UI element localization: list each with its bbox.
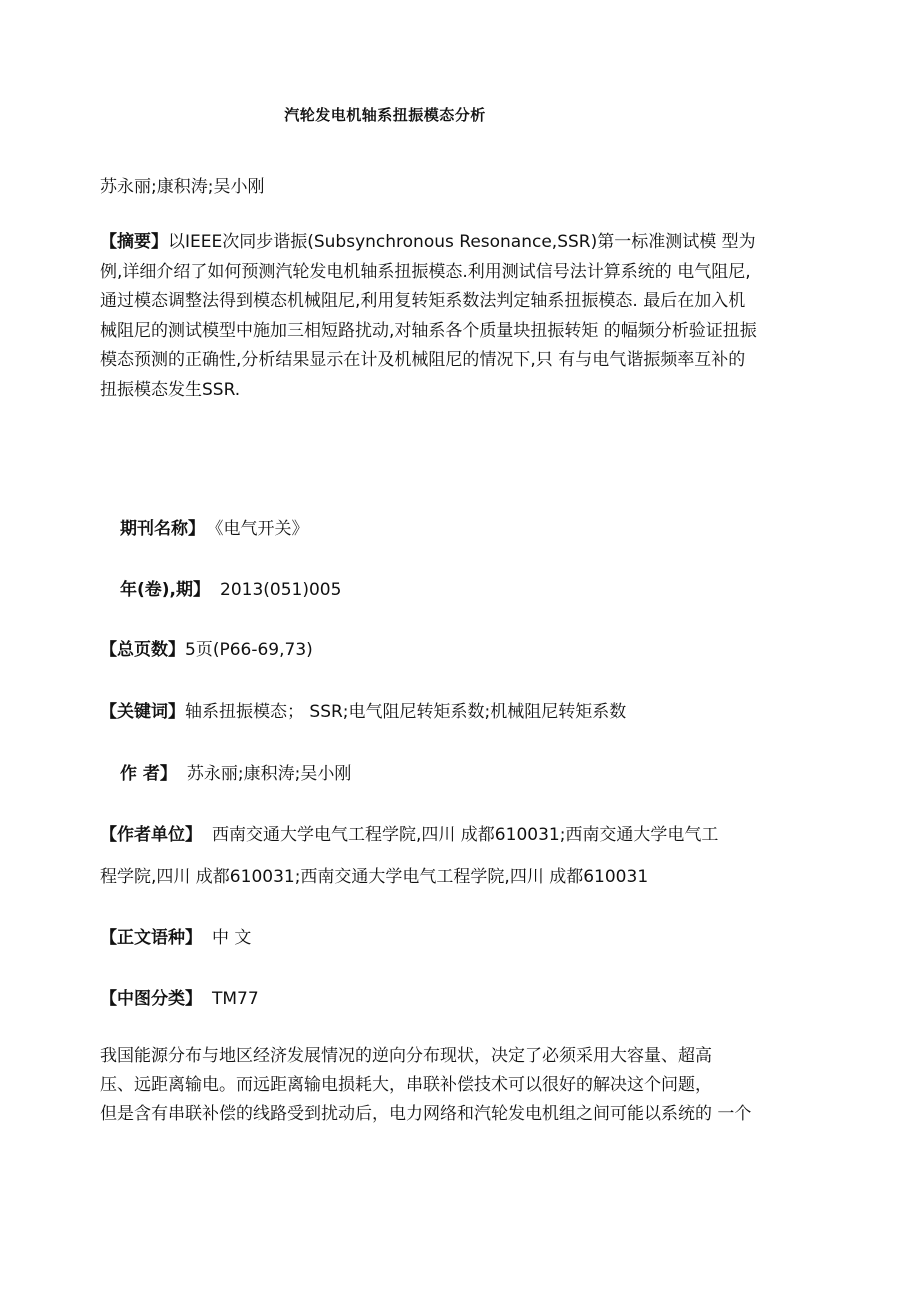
abstract-label: 【摘要】 [100, 232, 168, 252]
language-field [100, 923, 251, 948]
affiliation-continuation: 程学院,四川 成都610031;西南交通大学电气工程学院,四川 成都610031 [100, 867, 649, 887]
affiliation-label: 【作者单位】 [100, 825, 202, 845]
year-field [100, 575, 341, 600]
keywords-value: 轴系扭振模态； SSR;电气阻尼转矩系数;机械阻尼转矩系数 [185, 702, 627, 722]
classification-field [100, 984, 259, 1009]
classification-value: TM77 [212, 989, 259, 1009]
pages-label: 【总页数】 [100, 640, 185, 660]
year-label: 年(卷),期】 [120, 580, 210, 600]
authors-value: 苏永丽;康积涛;吴小刚 [186, 764, 352, 784]
abstract-line: 模态预测的正确性,分析结果显示在计及机械阻尼的情况下,只 有与电气谐振频率互补的 [100, 350, 746, 370]
journal-label: 期刊名称】 [120, 519, 205, 539]
affiliation-value: 西南交通大学电气工程学院,四川 成都610031;西南交通大学电气工 [212, 825, 719, 845]
journal-field [100, 514, 309, 539]
paper-title: 汽轮发电机轴系扭振模态分析 [284, 106, 486, 124]
abstract-text: 以IEEE次同步谐振(Subsynchronous Resonance,SSR)第一标准测试模 型为 [168, 232, 756, 252]
abstract-line: 例,详细介绍了如何预测汽轮发电机轴系扭振模态.利用测试信号法计算系统的 电气阻尼, [100, 261, 751, 282]
pages-value: 5页(P66-69,73) [185, 640, 313, 660]
journal-value: 《电气开关》 [215, 519, 309, 539]
classification-label: 【中图分类】 [100, 989, 202, 1009]
body-line: 我国能源分布与地区经济发展情况的逆向分布现状，决定了必须采用大容量、超高 [100, 1046, 712, 1066]
abstract-line: 通过模态调整法得到模态机械阻尼,利用复转矩系数法判定轴系扭振模态. 最后在加入机 [100, 291, 746, 311]
abstract-line: 械阻尼的测试模型中施加三相短路扰动,对轴系各个质量块扭振转矩 的幅频分析验证扭振 [100, 320, 757, 341]
authors-label: 作 者】 [120, 764, 177, 784]
abstract-section [100, 228, 828, 405]
body-line: 压、远距离输电。而远距离输电损耗大，串联补偿技术可以很好的解决这个问题， [100, 1075, 712, 1095]
language-value: 中 文 [212, 928, 252, 948]
keywords-field [100, 697, 626, 722]
abstract-line [100, 228, 828, 258]
body-paragraph [100, 1042, 830, 1129]
authors-field [100, 759, 351, 784]
keywords-label: 【关键词】 [100, 702, 185, 722]
pages-field [100, 635, 313, 660]
author-list: 苏永丽;康积涛;吴小刚 [100, 177, 265, 197]
language-label: 【正文语种】 [100, 928, 202, 948]
body-line: 但是含有串联补偿的线路受到扰动后，电力网络和汽轮发电机组之间可能以系统的 一个 [100, 1104, 752, 1124]
abstract-line: 扭振模态发生SSR. [100, 379, 241, 400]
year-value: 2013(051)005 [220, 580, 342, 600]
affiliation-field [100, 820, 718, 845]
